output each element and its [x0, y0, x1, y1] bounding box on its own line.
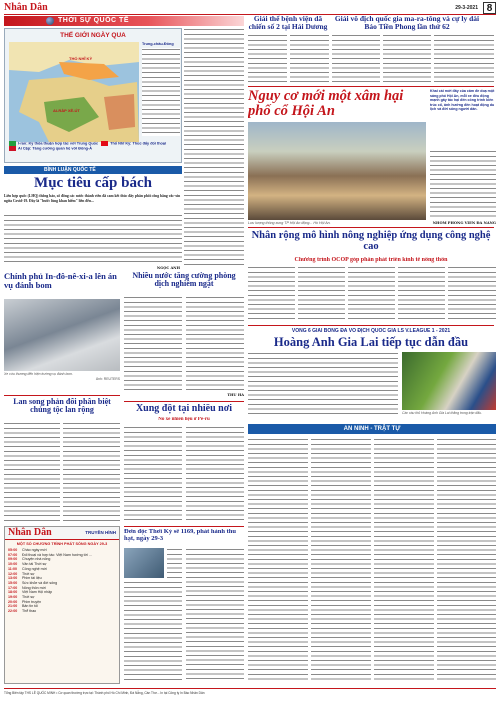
- tv-program-name: Phim truyện: [22, 599, 42, 604]
- world-highlights: [142, 42, 180, 142]
- tv-program-time: 17:00: [8, 585, 18, 590]
- myanmar-photo: [4, 299, 120, 371]
- football-photo: [402, 352, 496, 410]
- cuba-body-c: [186, 548, 244, 682]
- ocop-subtitle: Chương trình OCOP góp phần phát triển kinh tế nông thôn: [294, 257, 448, 263]
- egypt-flag-icon: [9, 146, 16, 151]
- tv-program-name: Chuyện nhà nông: [22, 557, 51, 562]
- tariff-byline: THU HÀ: [227, 393, 244, 397]
- editorial-byline: NGỌC ANH: [156, 266, 180, 270]
- marathon-title: Giải vô địch quốc gia ma-ra-tông và cự ly dài Báo Tiền Phong lần thứ 62: [334, 15, 480, 31]
- cuba-body-b: [167, 548, 182, 578]
- section-title: THỜI SỰ QUỐC TẾ: [58, 17, 130, 24]
- football-caption: Các cầu thủ Hoàng Anh Gia Lai thắng trong trận đấu.: [402, 411, 482, 415]
- tv-label: TRUYỀN HÌNH: [85, 530, 116, 535]
- highlights-title: Trung-châu-Đông: [142, 42, 174, 46]
- laos-body-b: [63, 422, 120, 522]
- tv-program-name: Chào ngày mới: [22, 548, 47, 552]
- cuba-body-a: [124, 581, 182, 682]
- tv-program-time: 20:00: [8, 599, 18, 604]
- laos-title: Lan song phản đối phân biệt chủng tộc lan rộng: [13, 398, 111, 415]
- map-label-turkey: THỔ NHĨ KỲ: [69, 56, 93, 61]
- hoian-lead: Khai cái mới đây của cảm đe doạ một sáng phố Hội An, mỗi xe đều động mạnh gây tác hại đến công trình kiến trúc cổ, ảnh hưởng đến hoạt động du lịch và đời sống người dân.: [430, 89, 495, 112]
- cuba-photo: [124, 548, 164, 578]
- tv-program-time: 18:00: [8, 590, 18, 595]
- tv-logo: Nhân Dân: [8, 527, 52, 538]
- tv-program-name: Bản tin tối: [22, 604, 38, 609]
- myanmar-caption: Xe cứu thương đến hiện trường vụ đánh bom.: [4, 372, 73, 376]
- security-band: [248, 424, 496, 434]
- tv-program-time: 09:00: [8, 557, 18, 562]
- hoian-body-a: [430, 150, 496, 220]
- football-divider: [248, 325, 494, 326]
- tv-program-time: 07:00: [8, 552, 18, 557]
- tv-program-name: Thời sự: [22, 595, 35, 600]
- marathon-body-b: [383, 34, 431, 84]
- ocop-body-a: [248, 266, 295, 322]
- tv-program-time: 13:00: [8, 576, 18, 581]
- tv-program-time: 19:00: [8, 595, 18, 600]
- security-band-label: AN NINH - TRẬT TỰ: [343, 425, 401, 432]
- editorial-band-label: BÌNH LUẬN QUỐC TẾ: [44, 167, 96, 173]
- tv-program-name: Nông thôn mới: [22, 585, 46, 590]
- tv-box: [4, 526, 120, 684]
- tv-program-name: Công nghệ mới: [22, 566, 47, 571]
- masthead-logo: Nhân Dân: [4, 2, 48, 13]
- hoian-photo: [248, 122, 426, 220]
- iran-flag-icon: [9, 141, 16, 146]
- world-ticker: [7, 141, 179, 159]
- ocop-body-d: [398, 266, 445, 322]
- tv-program-time: 10:00: [8, 562, 18, 567]
- security-body-b: [311, 438, 371, 682]
- tv-program-title: MỘT SỐ CHƯƠNG TRÌNH PHÁT SÓNG NGÀY 29-3: [16, 542, 108, 546]
- hoian-divider: [248, 86, 494, 87]
- tv-program-name: Đối thoại và hợp tác: Việt Nam hướng tới ...: [22, 552, 92, 557]
- globe-icon: [46, 17, 54, 25]
- ocop-title: Nhân rộng mô hình nông nghiệp ứng dụng công nghệ cao: [251, 230, 491, 253]
- turkey-flag-icon: [101, 141, 108, 146]
- editorial-band: [4, 166, 182, 174]
- section-band: [4, 16, 244, 26]
- peru-divider: [124, 401, 244, 402]
- security-body-a: [248, 438, 308, 682]
- ocop-divider: [248, 227, 494, 228]
- highlight-turkey: Thổ Nhĩ Kỳ: Thúc đẩy đối thoại: [110, 141, 167, 146]
- laos-body-a: [4, 422, 60, 522]
- tv-program-name: Thời sự: [22, 571, 35, 576]
- tv-program-time: 15:00: [8, 580, 18, 585]
- editorial-title: Mục tiêu cấp bách: [34, 176, 152, 191]
- myanmar-title: Chính phủ In-đô-nê-xi-a lên án vụ đánh bom: [4, 272, 117, 290]
- tariff-body-a: [124, 296, 182, 392]
- hoian-caption: Lưu lượng thông xung TP Hội An động... Hồ Hội An.: [248, 221, 331, 225]
- security-body-c: [374, 438, 434, 682]
- tv-program-name: Thể thao: [22, 609, 37, 614]
- haiduong-body-b: [290, 34, 329, 84]
- ocop-body-b: [298, 266, 345, 322]
- ocop-body-e: [448, 266, 496, 322]
- tv-program-name: Vân tài Thời sự: [22, 562, 47, 567]
- cuba-title: Đơn độc Thơi Kỳ sẽ 1169, phát hành thu hạt, ngày 29-3: [124, 529, 237, 542]
- col2-body: [184, 28, 244, 268]
- laos-divider: [4, 395, 120, 396]
- haiduong-body-a: [248, 34, 287, 84]
- peru-body-b: [186, 426, 244, 522]
- tv-program-time: 22:00: [8, 609, 18, 614]
- peru-subtitle: Nổ xe nhiên liệu ở Pê-ru: [158, 417, 210, 422]
- tv-program-list: [5, 548, 119, 614]
- footer: [4, 688, 496, 700]
- highlight-egypt: Ai Cập: Tàng cường quan hệ với Đông-Á: [18, 146, 92, 151]
- tv-program-time: 21:00: [8, 604, 18, 609]
- highlights-text: [142, 48, 180, 136]
- peru-body-a: [124, 426, 182, 522]
- world-map: [9, 42, 139, 142]
- marathon-body-c: [434, 34, 494, 84]
- highlight-iran: I-ran: Ký thỏa thuận hợp tác với Trung Quốc: [18, 141, 99, 146]
- tv-program-time: 12:00: [8, 571, 18, 576]
- world-box-title: THẾ GIỚI NGÀY QUA: [60, 32, 126, 39]
- tv-program-row: [8, 609, 116, 614]
- tv-program-time: 05:00: [8, 548, 18, 552]
- world-box: [4, 28, 182, 163]
- hoian-title: Nguy cơ mới một xâm hại phố cổ Hội An: [248, 89, 404, 119]
- editorial-lead: Liên hợp quốc (LHQ) thông báo, số đông các nước thành viên đã cam kết thúc đẩy phân phối công bằng vắc-xin ngừa Covid-19. Đây là "bước lùng khan hiếm" liên đến...: [4, 194, 181, 203]
- tv-program-name: Sức khỏe và đời sống: [22, 580, 58, 585]
- myanmar-credit: Ảnh: REUTERS: [95, 377, 120, 381]
- ocop-body-c: [348, 266, 395, 322]
- tv-program-name: Phim tài liệu: [22, 576, 42, 581]
- football-title: Hoàng Anh Gia Lai tiếp tục dẫn đầu: [273, 336, 469, 349]
- tv-header: [5, 527, 119, 540]
- page-number: 8: [483, 2, 496, 14]
- security-body-d: [437, 438, 496, 682]
- peru-title: Xung đột tại nhiều nơi: [135, 404, 233, 414]
- tv-program-time: 11:00: [8, 566, 17, 571]
- map-label-saudi: AI-RẮP XÊ-ÚT: [53, 108, 80, 113]
- cuba-divider: [124, 526, 244, 527]
- tariff-title: Nhiều nước tăng cường phòng dịch nghiêm ngặt: [132, 272, 236, 289]
- hoian-byline: NHÓM PHÓNG VIÊN ĐÀ NẴNG: [432, 221, 496, 225]
- masthead-date: 29-3-2021: [455, 5, 478, 11]
- editorial-body: [4, 214, 182, 266]
- masthead: [4, 2, 496, 15]
- tv-program-name: Việt Nam Hội nhập: [22, 590, 53, 595]
- football-body: [248, 352, 398, 416]
- tariff-body-b: [186, 296, 244, 392]
- footer-text: Tổng Biên tập THS LÊ QUỐC MINH • Cơ quan thường trực tại: Thành phố Hồ Chí Minh, Đà Nẵng, Cần Thơ... In tại Công ty In Báo Nhân Dân: [4, 691, 205, 695]
- haiduong-title: Giải thể bệnh viện dã chiến số 2 tại Hải Dương: [248, 15, 328, 31]
- football-kicker: VÒNG 6 GIẢI BÓNG ĐÁ VÔ ĐỊCH QUỐC GIA LS V.LEAGUE 1 - 2021: [291, 328, 451, 334]
- marathon-body-a: [332, 34, 380, 84]
